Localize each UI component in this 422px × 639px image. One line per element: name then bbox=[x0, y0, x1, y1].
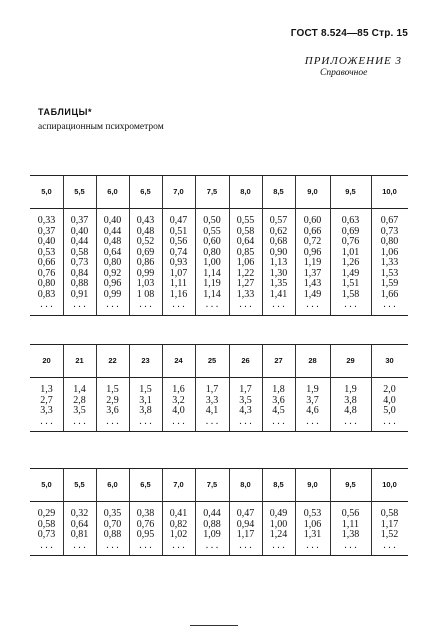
table-cell: 0,76 bbox=[136, 518, 155, 530]
table-cell: . . . bbox=[40, 539, 53, 551]
table-cell: 0,83 bbox=[37, 288, 56, 300]
table-cell: 0,99 bbox=[103, 288, 122, 300]
table-column bbox=[96, 385, 129, 427]
table-cell: 0,37 bbox=[70, 215, 89, 226]
table-cell: 1,49 bbox=[303, 288, 322, 300]
table-cell: . . . bbox=[139, 415, 152, 427]
table-cell: 4,3 bbox=[239, 405, 252, 416]
table-column bbox=[96, 216, 129, 311]
table-cell: . . . bbox=[239, 539, 252, 551]
appendix-subtitle: Справочное bbox=[320, 68, 368, 78]
table-cell: . . . bbox=[306, 539, 319, 551]
column-header: 27 bbox=[274, 356, 283, 365]
table-cell: 1,43 bbox=[303, 278, 322, 289]
column-header: 28 bbox=[308, 356, 317, 365]
table-cell: 1,06 bbox=[236, 257, 255, 268]
appendix-title: ПРИЛОЖЕНИЕ 3 bbox=[304, 55, 402, 67]
table-column bbox=[295, 216, 330, 311]
table-cell: 0,66 bbox=[303, 225, 322, 237]
table-cell: 3,6 bbox=[272, 394, 285, 406]
table-cell: 0,51 bbox=[169, 225, 188, 237]
table-column bbox=[30, 385, 63, 427]
table-cell: 1,51 bbox=[341, 278, 360, 289]
column-header: 20 bbox=[42, 356, 51, 365]
table-cell: . . . bbox=[344, 539, 357, 551]
table-cell: 4,5 bbox=[272, 405, 285, 416]
column-header: 5,0 bbox=[41, 187, 52, 196]
table-cell: 1,26 bbox=[341, 257, 360, 268]
column-header: 7,5 bbox=[206, 480, 218, 489]
table-cell: . . . bbox=[40, 299, 53, 310]
table-cell: . . . bbox=[383, 299, 396, 310]
table-column bbox=[229, 509, 262, 551]
column-header: 5,0 bbox=[41, 480, 52, 489]
table-column bbox=[129, 385, 162, 427]
tables-subtitle: аспирационным психрометром bbox=[38, 122, 164, 132]
table-cell: . . . bbox=[139, 539, 152, 551]
table-column bbox=[63, 385, 96, 427]
table-cell: 3,5 bbox=[73, 405, 86, 416]
table-cell: 4,6 bbox=[306, 405, 319, 416]
table-cell: 1,30 bbox=[269, 267, 288, 279]
table-cell: 0,93 bbox=[169, 257, 188, 268]
table-cell: 0,50 bbox=[203, 215, 221, 226]
table-cell: 0,40 bbox=[70, 225, 89, 237]
table-column bbox=[330, 385, 371, 427]
table-cell: 0,53 bbox=[37, 246, 56, 258]
table-cell: . . . bbox=[172, 415, 185, 427]
table-cell: 1,09 bbox=[203, 529, 221, 540]
table-cell: . . . bbox=[344, 299, 357, 310]
table-column bbox=[96, 509, 129, 551]
column-header: 6,0 bbox=[107, 480, 118, 489]
column-header: 22 bbox=[108, 356, 117, 365]
table-cell: 1,03 bbox=[136, 278, 155, 289]
table-column bbox=[371, 509, 408, 551]
table-cell: 1,6 bbox=[172, 384, 185, 395]
table-column bbox=[63, 509, 96, 551]
table-cell: 0,58 bbox=[37, 518, 56, 530]
table-cell: 0,90 bbox=[269, 246, 288, 258]
table-cell: 0,88 bbox=[70, 278, 89, 289]
table-cell: 0,63 bbox=[341, 215, 360, 226]
column-header: 6,0 bbox=[107, 187, 118, 196]
table-cell: 0,37 bbox=[37, 225, 56, 237]
column-header: 5,5 bbox=[74, 187, 85, 196]
table-cell: 0,48 bbox=[103, 236, 122, 247]
table-cell: 2,0 bbox=[383, 384, 396, 395]
table-cell: 0,81 bbox=[70, 529, 89, 540]
table-column bbox=[262, 216, 295, 311]
table-cell: . . . bbox=[139, 299, 152, 310]
table-cell: 1,01 bbox=[341, 246, 360, 258]
table-cell: 1 08 bbox=[136, 288, 155, 300]
table-column bbox=[129, 216, 162, 311]
table-cell: 0,58 bbox=[70, 246, 89, 258]
table-cell: . . . bbox=[205, 539, 219, 551]
column-header: 7,0 bbox=[173, 480, 184, 489]
column-header: 6,5 bbox=[140, 480, 151, 489]
column-header: 24 bbox=[174, 356, 183, 365]
table-cell: 1,02 bbox=[169, 529, 188, 540]
table-cell: 4,1 bbox=[205, 405, 219, 416]
table-cell: 3,3 bbox=[205, 394, 219, 406]
table-cell: . . . bbox=[205, 415, 219, 427]
table-cell: . . . bbox=[272, 415, 285, 427]
table-cell: . . . bbox=[40, 415, 53, 427]
table-cell: 0,67 bbox=[380, 215, 399, 226]
table-cell: 0,60 bbox=[203, 236, 221, 247]
table-cell: 3,8 bbox=[344, 394, 357, 406]
column-header: 25 bbox=[207, 356, 217, 365]
table-cell: 1,41 bbox=[269, 288, 288, 300]
table-cell: 0,95 bbox=[136, 529, 155, 540]
table-cell: 4,8 bbox=[344, 405, 357, 416]
table-cell: . . . bbox=[172, 539, 185, 551]
column-header: 9,5 bbox=[345, 187, 356, 196]
table-cell: 0,55 bbox=[203, 225, 221, 237]
footer-rule bbox=[190, 625, 238, 626]
table-cell: . . . bbox=[73, 539, 86, 551]
table-column bbox=[195, 216, 229, 311]
table-cell: . . . bbox=[344, 415, 357, 427]
table-cell: 0,72 bbox=[303, 236, 322, 247]
table-cell: 1,14 bbox=[203, 288, 221, 300]
table-cell: 0,49 bbox=[269, 508, 288, 519]
table-cell: 3,2 bbox=[172, 394, 185, 406]
table-cell: . . . bbox=[73, 299, 86, 310]
table-cell: 0,66 bbox=[37, 257, 56, 268]
table-cell: 0,35 bbox=[103, 508, 122, 519]
table-cell: 1,11 bbox=[341, 518, 360, 530]
table-cell: 0,73 bbox=[380, 225, 399, 237]
table-cell: 2,9 bbox=[106, 394, 119, 406]
column-header: 5,5 bbox=[74, 480, 85, 489]
column-header: 8,5 bbox=[273, 480, 284, 489]
table-cell: 0,29 bbox=[37, 508, 56, 519]
table-cell: 0,33 bbox=[37, 215, 56, 226]
table-cell: 1,11 bbox=[169, 278, 188, 289]
data-table-3 bbox=[30, 468, 408, 556]
column-header: 10,0 bbox=[382, 187, 397, 196]
table-column bbox=[295, 385, 330, 427]
table-cell: 0,99 bbox=[136, 267, 155, 279]
table-cell: 0,80 bbox=[203, 246, 221, 258]
table-cell: 0,55 bbox=[236, 215, 255, 226]
table-cell: . . . bbox=[272, 299, 285, 310]
table-cell: 1,06 bbox=[380, 246, 399, 258]
table-cell: 1,13 bbox=[269, 257, 288, 268]
table-cell: 1,07 bbox=[169, 267, 188, 279]
table-cell: 0,96 bbox=[103, 278, 122, 289]
table-cell: 3,1 bbox=[139, 394, 152, 406]
table-column bbox=[229, 385, 262, 427]
table-cell: 4,0 bbox=[172, 405, 185, 416]
table-cell: 0,69 bbox=[341, 225, 360, 237]
table-cell: 0,80 bbox=[380, 236, 399, 247]
table-column bbox=[195, 385, 229, 427]
data-table-2 bbox=[30, 344, 408, 432]
table-column bbox=[371, 385, 408, 427]
column-header: 21 bbox=[75, 356, 84, 365]
table-cell: 0,40 bbox=[37, 236, 56, 247]
table-cell: 0,85 bbox=[236, 246, 255, 258]
table-cell: 0,44 bbox=[203, 508, 221, 519]
column-header: 26 bbox=[241, 356, 250, 365]
table-cell: 2,8 bbox=[73, 394, 86, 406]
table-cell: 0,62 bbox=[269, 225, 288, 237]
table-cell: 0,68 bbox=[269, 236, 288, 247]
table-cell: . . . bbox=[73, 415, 86, 427]
table-cell: 1,16 bbox=[169, 288, 188, 300]
table-cell: 1,33 bbox=[380, 257, 399, 268]
table-column bbox=[30, 216, 63, 311]
table-cell: 0,80 bbox=[103, 257, 122, 268]
table-cell: 0,44 bbox=[70, 236, 89, 247]
table-cell: 1,7 bbox=[205, 384, 219, 395]
table-cell: . . . bbox=[272, 539, 285, 551]
column-header: 9,0 bbox=[307, 187, 318, 196]
table-cell: 1,52 bbox=[380, 529, 399, 540]
column-header: 7,0 bbox=[173, 187, 184, 196]
table-cell: 3,7 bbox=[306, 394, 319, 406]
table-column bbox=[229, 216, 262, 311]
table-cell: 0,53 bbox=[303, 508, 322, 519]
table-cell: 0,76 bbox=[341, 236, 360, 247]
table-cell: 1,58 bbox=[341, 288, 360, 300]
table-cell: 0,43 bbox=[136, 215, 155, 226]
table-column bbox=[162, 385, 195, 427]
table-cell: 5,0 bbox=[383, 405, 396, 416]
table-cell: 0,82 bbox=[169, 518, 188, 530]
table-cell: 1,35 bbox=[269, 278, 288, 289]
table-cell: 0,73 bbox=[70, 257, 89, 268]
column-header: 8,0 bbox=[240, 187, 251, 196]
table-cell: 0,88 bbox=[203, 518, 221, 530]
table-column bbox=[295, 509, 330, 551]
table-cell: . . . bbox=[306, 299, 319, 310]
table-cell: 1,9 bbox=[306, 384, 319, 395]
table-cell: 0,32 bbox=[70, 508, 89, 519]
column-header: 7,5 bbox=[206, 187, 218, 196]
table-cell: . . . bbox=[172, 299, 185, 310]
data-table-1 bbox=[30, 175, 408, 316]
table-cell: 0,56 bbox=[341, 508, 360, 519]
table-cell: . . . bbox=[239, 415, 252, 427]
table-cell: 0,80 bbox=[37, 278, 56, 289]
table-cell: 0,91 bbox=[70, 288, 89, 300]
column-header: 8,5 bbox=[273, 187, 284, 196]
table-cell: 1,31 bbox=[303, 529, 322, 540]
table-cell: 1,5 bbox=[139, 384, 152, 395]
table-cell: 1,8 bbox=[272, 384, 285, 395]
table-column bbox=[262, 509, 295, 551]
table-cell: . . . bbox=[205, 299, 219, 310]
table-cell: 3,5 bbox=[239, 394, 252, 406]
column-header: 9,0 bbox=[307, 480, 318, 489]
table-cell: 1,22 bbox=[236, 267, 255, 279]
table-cell: 1,38 bbox=[341, 529, 360, 540]
table-cell: . . . bbox=[239, 299, 252, 310]
column-header: 23 bbox=[141, 356, 150, 365]
table-cell: 0,64 bbox=[70, 518, 89, 530]
column-header: 30 bbox=[385, 356, 394, 365]
table-cell: 1,66 bbox=[380, 288, 399, 300]
table-cell: 0,41 bbox=[169, 508, 188, 519]
tables-title: ТАБЛИЦЫ* bbox=[38, 107, 93, 117]
table-cell: 3,8 bbox=[139, 405, 152, 416]
table-cell: 1,5 bbox=[106, 384, 119, 395]
table-cell: 0,70 bbox=[103, 518, 122, 530]
table-column bbox=[162, 216, 195, 311]
table-cell: 0,74 bbox=[169, 246, 188, 258]
column-header: 9,5 bbox=[345, 480, 356, 489]
table-cell: 1,06 bbox=[303, 518, 322, 530]
table-cell: 0,60 bbox=[303, 215, 322, 226]
table-cell: 0,64 bbox=[236, 236, 255, 247]
table-cell: 0,73 bbox=[37, 529, 56, 540]
table-cell: 1,17 bbox=[380, 518, 399, 530]
table-cell: 1,14 bbox=[203, 267, 221, 279]
table-cell: 0,64 bbox=[103, 246, 122, 258]
table-column bbox=[30, 509, 63, 551]
column-header: 6,5 bbox=[140, 187, 151, 196]
table-cell: 1,00 bbox=[269, 518, 288, 530]
table-cell: 1,19 bbox=[303, 257, 322, 268]
table-cell: 4,0 bbox=[383, 394, 396, 406]
column-header: 8,0 bbox=[240, 480, 251, 489]
table-cell: 0,47 bbox=[169, 215, 188, 226]
table-cell: 1,3 bbox=[40, 384, 53, 395]
table-cell: 0,56 bbox=[169, 236, 188, 247]
table-cell: 1,4 bbox=[73, 384, 86, 395]
table-cell: 1,49 bbox=[341, 267, 360, 279]
table-cell: 0,58 bbox=[380, 508, 399, 519]
table-cell: 0,48 bbox=[136, 225, 155, 237]
table-cell: . . . bbox=[306, 415, 319, 427]
table-cell: 2,7 bbox=[40, 394, 53, 406]
table-cell: . . . bbox=[106, 415, 119, 427]
table-cell: 0,38 bbox=[136, 508, 155, 519]
table-column bbox=[330, 509, 371, 551]
table-column bbox=[262, 385, 295, 427]
table-cell: 1,24 bbox=[269, 529, 288, 540]
table-cell: 0,92 bbox=[103, 267, 122, 279]
table-cell: . . . bbox=[383, 539, 396, 551]
table-cell: 1,19 bbox=[203, 278, 221, 289]
table-cell: 0,69 bbox=[136, 246, 155, 258]
table-cell: 3,3 bbox=[40, 405, 53, 416]
table-column bbox=[129, 509, 162, 551]
table-cell: . . . bbox=[106, 539, 119, 551]
table-cell: 0,96 bbox=[303, 246, 322, 258]
table-cell: 1,9 bbox=[344, 384, 357, 395]
column-header: 29 bbox=[346, 356, 355, 365]
table-cell: 0,84 bbox=[70, 267, 89, 279]
table-column bbox=[371, 216, 408, 311]
table-cell: 1,00 bbox=[203, 257, 221, 268]
column-header: 10,0 bbox=[382, 480, 397, 489]
table-cell: 0,88 bbox=[103, 529, 122, 540]
page-header: ГОСТ 8.524—85 Стр. 15 bbox=[290, 28, 408, 39]
table-cell: 0,52 bbox=[136, 236, 155, 247]
table-cell: 1,33 bbox=[236, 288, 255, 300]
table-cell: 1,59 bbox=[380, 278, 399, 289]
table-cell: 0,47 bbox=[236, 508, 255, 519]
table-column bbox=[330, 216, 371, 311]
table-cell: 1,37 bbox=[303, 267, 322, 279]
table-column bbox=[63, 216, 96, 311]
table-cell: 0,94 bbox=[236, 518, 255, 530]
table-cell: 0,86 bbox=[136, 257, 155, 268]
table-cell: 3,6 bbox=[106, 405, 119, 416]
table-cell: 0,57 bbox=[269, 215, 288, 226]
table-column bbox=[195, 509, 229, 551]
table-cell: 0,58 bbox=[236, 225, 255, 237]
table-column bbox=[162, 509, 195, 551]
table-cell: 1,27 bbox=[236, 278, 255, 289]
table-cell: . . . bbox=[106, 299, 119, 310]
table-cell: . . . bbox=[383, 415, 396, 427]
table-cell: 1,53 bbox=[380, 267, 399, 279]
table-cell: 0,76 bbox=[37, 267, 56, 279]
table-cell: 0,40 bbox=[103, 215, 122, 226]
table-cell: 1,17 bbox=[236, 529, 255, 540]
table-cell: 0,44 bbox=[103, 225, 122, 237]
table-cell: 1,7 bbox=[239, 384, 252, 395]
